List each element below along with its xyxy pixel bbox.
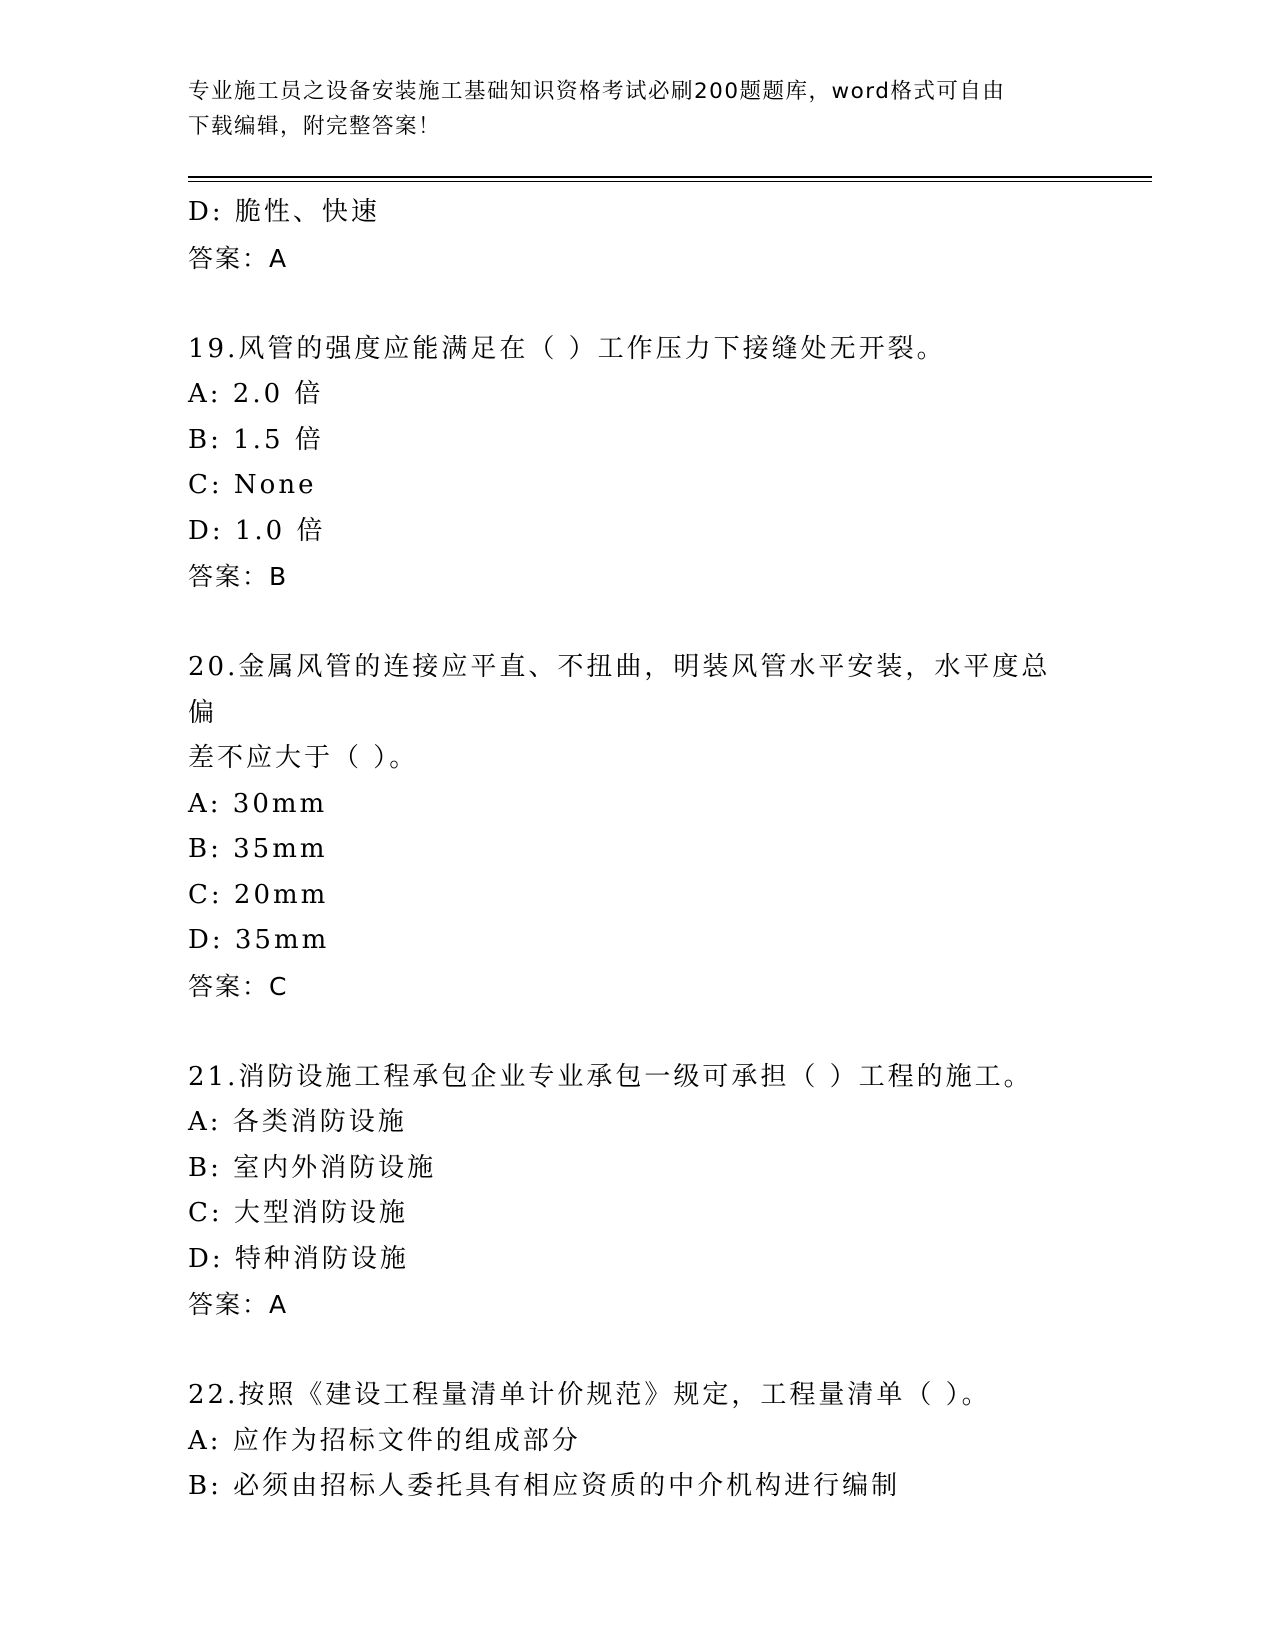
document-header (188, 74, 1068, 144)
option-c: C: 大型消防设施 (188, 1198, 408, 1228)
answer-line: 答案：C (188, 971, 289, 1001)
option-a: A: 各类消防设施 (188, 1107, 407, 1137)
option-a: A: 应作为招标文件的组成部分 (188, 1425, 581, 1456)
spacer (188, 600, 1088, 646)
option-d: D: 35mm (188, 925, 330, 955)
option-b: B: 室内外消防设施 (188, 1152, 437, 1183)
header-rule-thick (188, 176, 1152, 178)
question-21 (188, 1055, 1068, 1328)
answer-line: 答案：A (188, 243, 289, 273)
option-b: B: 35mm (188, 834, 328, 864)
option-a: A: 2.0 倍 (188, 379, 324, 409)
header-line-1: 专业施工员之设备安装施工基础知识资格考试必刷200题题库，word格式可自由 (188, 79, 1006, 104)
spacer (188, 1328, 1088, 1374)
option-d: D: 脆性、快速 (188, 197, 380, 227)
question-stem: 21.消防设施工程承包企业专业承包一级可承担（ ）工程的施工。 (188, 1061, 1033, 1092)
question-stem-line-2: 差不应大于（ ）。 (188, 743, 419, 773)
question-stem: 22.按照《建设工程量清单计价规范》规定，工程量清单（ ）。 (188, 1380, 991, 1410)
option-b: B: 1.5 倍 (188, 424, 324, 455)
question-19 (188, 327, 1068, 600)
question-stem: 19.风管的强度应能满足在（ ）工作压力下接缝处无开裂。 (188, 333, 946, 364)
question-stem-line-1: 20.金属风管的连接应平直、不扭曲，明装风管水平安装，水平度总偏 (188, 652, 1051, 728)
header-rule-thin (188, 181, 1152, 182)
question-18-tail (188, 190, 1088, 281)
option-d: D: 特种消防设施 (188, 1243, 409, 1274)
option-c: C: 20mm (188, 879, 329, 910)
spacer (188, 281, 1088, 327)
question-20 (188, 645, 1068, 1009)
question-22 (188, 1373, 1068, 1510)
spacer (188, 1009, 1088, 1055)
header-line-2: 下载编辑，附完整答案！ (188, 114, 442, 139)
option-a: A: 30mm (188, 788, 328, 819)
option-d: D: 1.0 倍 (188, 515, 326, 546)
option-c: C: None (188, 470, 317, 500)
answer-line: 答案：A (188, 1290, 289, 1319)
answer-line: 答案：B (188, 562, 289, 591)
option-b: B: 必须由招标人委托具有相应资质的中介机构进行编制 (188, 1471, 901, 1501)
document-body (188, 190, 1088, 1510)
